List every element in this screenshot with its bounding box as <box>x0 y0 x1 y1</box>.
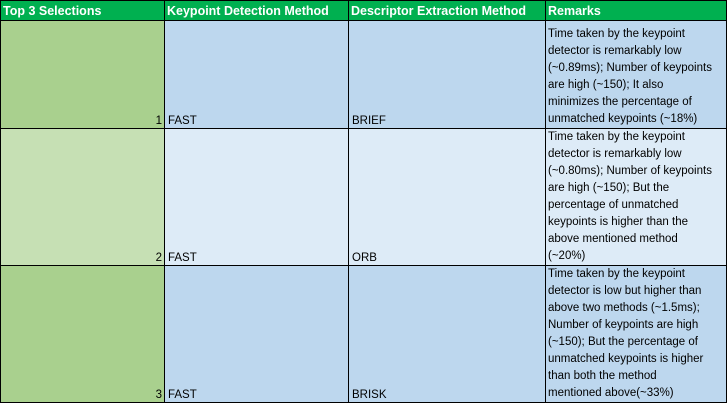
detector-cell: FAST <box>165 21 349 129</box>
remarks-line: are high (~150); It also <box>548 79 664 91</box>
remarks-line: Time taken by the keypoint <box>548 131 686 143</box>
remarks-line: are high (~150); But the <box>548 182 670 194</box>
descriptor-cell: BRIEF <box>349 21 546 129</box>
remarks-line: above mentioned method <box>548 233 678 245</box>
remarks-line: unmatched keypoints is higher <box>548 353 704 365</box>
remarks-line: keypoints is higher than the <box>548 216 689 228</box>
remarks-line: detector is remarkably low <box>548 45 682 57</box>
rank-cell: 2 <box>1 129 165 266</box>
remarks-line: (~150); But the percentage of <box>548 336 698 348</box>
remarks-line: than both the method <box>548 370 657 382</box>
remarks-line: (~0.80ms); Number of keypoints <box>548 165 712 177</box>
remarks-line: Number of keypoints are high <box>548 319 699 331</box>
remarks-line: detector is remarkably low <box>548 148 682 160</box>
descriptor-cell: BRISK <box>349 266 546 403</box>
remarks-line: Time taken by the keypoint <box>548 28 686 40</box>
remarks-line: minimizes the percentage of <box>548 96 692 108</box>
descriptor-cell: ORB <box>349 129 546 266</box>
remarks-line: Time taken by the keypoint <box>548 268 686 280</box>
header-remarks: Remarks <box>546 1 727 21</box>
detector-cell: FAST <box>165 129 349 266</box>
remarks-cell <box>546 266 727 403</box>
remarks-cell <box>546 129 727 266</box>
remarks-line: (~0.89ms); Number of keypoints <box>548 62 712 74</box>
header-keypoint-detection: Keypoint Detection Method <box>165 1 349 21</box>
header-descriptor-extraction: Descriptor Extraction Method <box>349 1 546 21</box>
remarks-line: unmatched keypoints (~18%) <box>548 113 698 125</box>
rank-cell: 3 <box>1 266 165 403</box>
remarks-cell <box>546 21 727 129</box>
remarks-line: percentage of unmatched <box>548 199 679 211</box>
table-row <box>1 21 727 129</box>
remarks-line: detector is low but higher than <box>548 285 702 297</box>
detector-cell: FAST <box>165 266 349 403</box>
table-row <box>1 266 727 403</box>
header-top-selections: Top 3 Selections <box>1 1 165 21</box>
remarks-line: mentioned above(~33%) <box>548 387 674 399</box>
table-row <box>1 129 727 266</box>
remarks-line: (~20%) <box>548 250 586 262</box>
header-row <box>1 1 727 21</box>
rank-cell: 1 <box>1 21 165 129</box>
remarks-line: above two methods (~1.5ms); <box>548 302 700 314</box>
